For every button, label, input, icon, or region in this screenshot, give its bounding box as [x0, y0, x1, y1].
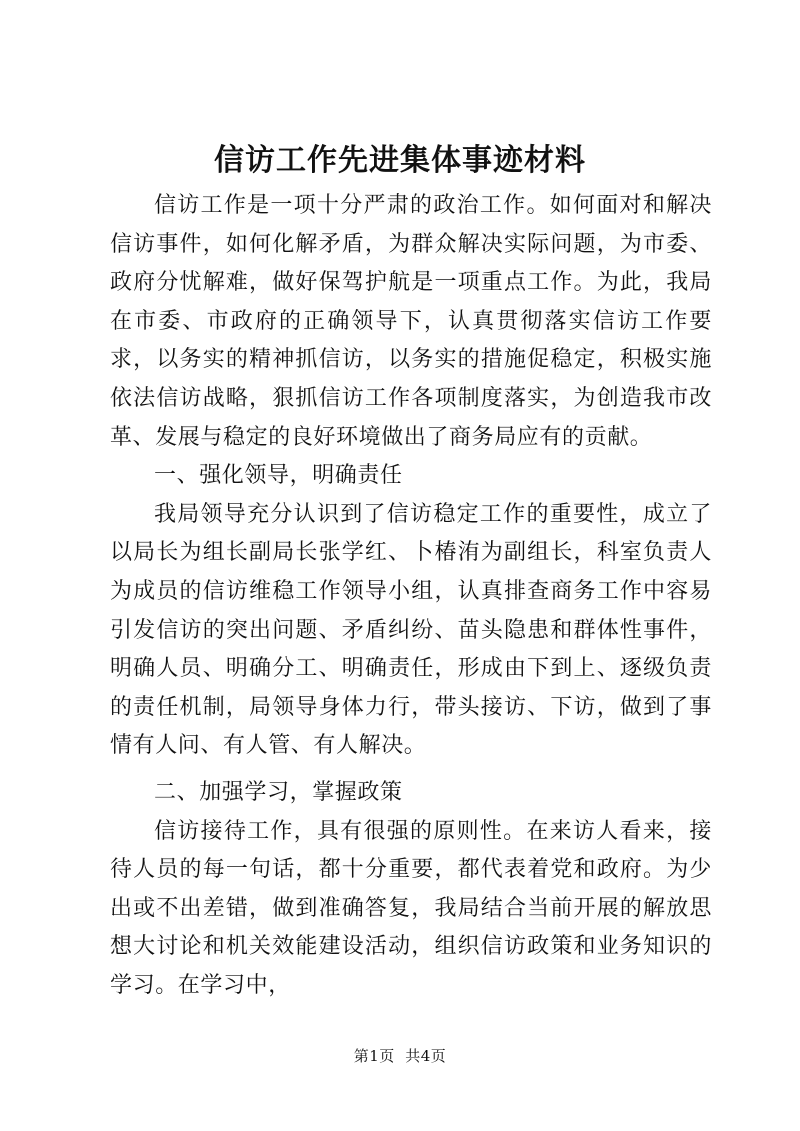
- page-number-label: 第1页 共4页: [353, 1047, 447, 1065]
- section-2-paragraph: 信访接待工作，具有很强的原则性。在来访人看来，接待人员的每一句话，都十分重要，都代表着党和政府。为少出或不出差错，做到准确答复，我局结合当前开展的解放思想大讨论和机关效能建设活动，组织信访政策和业务知识的学习。在学习中，: [110, 818, 712, 998]
- document-title: 信访工作先进集体事迹材料: [214, 143, 586, 178]
- section-1-paragraph: 我局领导充分认识到了信访稳定工作的重要性，成立了以局长为组长副局长张学红、卜椿洧为副组长，科室负责人为成员的信访维稳工作领导小组，认真排查商务工作中容易引发信访的突出问题、矛盾纠纷、苗头隐患和群体性事件，明确人员、明确分工、明确责任，形成由下到上、逐级负责的责任机制，局领导身体力行，带头接访、下访，做到了事情有人问、有人管、有人解决。: [110, 501, 712, 759]
- section-heading-1: 一、强化领导，明确责任: [154, 463, 403, 489]
- section-spacer: [110, 766, 712, 774]
- page-footer: [0, 1046, 800, 1066]
- intro-paragraph: 信访工作是一项十分严肃的政治工作。如何面对和解决信访事件，如何化解矛盾，为群众解决实际问题，为市委、政府分忧解难，做好保驾护航是一项重点工作。为此，我局在市委、市政府的正确领导下，认真贯彻落实信访工作要求，以务实的精神抓信访，以务实的措施促稳定，积极实施依法信访战略，狠抓信访工作各项制度落实，为创造我市改革、发展与稳定的良好环境做出了商务局应有的贡献。: [110, 193, 712, 450]
- document-body: [110, 187, 712, 1005]
- section-heading-2: 二、加强学习，掌握政策: [154, 779, 403, 805]
